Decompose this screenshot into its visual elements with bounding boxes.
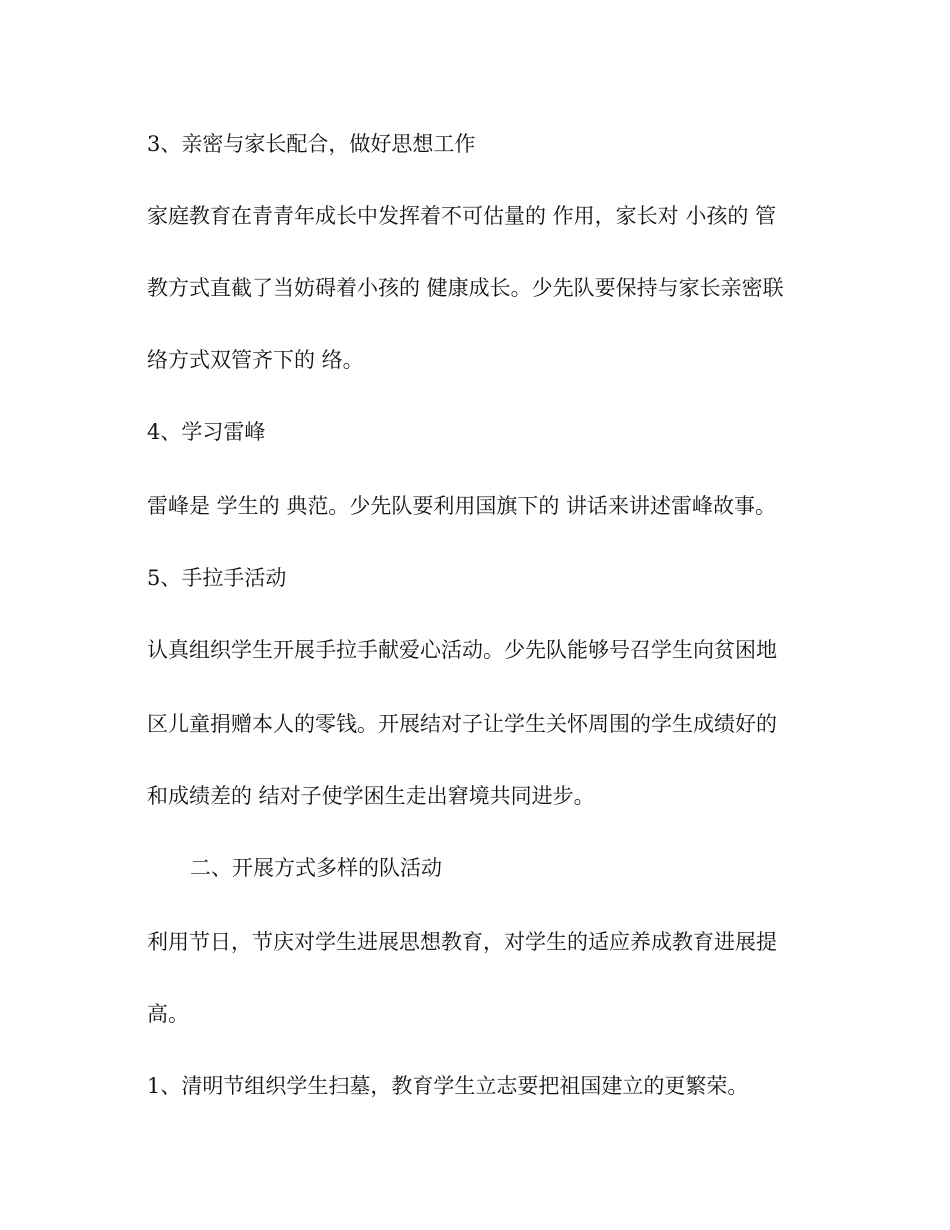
- paragraph-line: 教方式直截了当妨碍着小孩的 健康成长。少先队要保持与家长亲密联: [147, 276, 784, 300]
- paragraph-line: 和成绩差的 结对子使学困生走出窘境共同进步。: [147, 784, 595, 808]
- section-heading-activities: 二、开展方式多样的队活动: [190, 856, 442, 880]
- paragraph-line: 雷峰是 学生的 典范。少先队要利用国旗下的 讲话来讲述雷峰故事。: [147, 494, 777, 518]
- paragraph-line: 高。: [147, 1002, 189, 1026]
- paragraph-line: 认真组织学生开展手拉手献爱心活动。少先队能够号召学生向贫困地: [147, 638, 777, 662]
- paragraph-line: 络方式双管齐下的 络。: [147, 348, 364, 372]
- heading-cooperate-with-parents: 3、亲密与家长配合，做好思想工作: [147, 132, 476, 156]
- paragraph-line: 利用节日，节庆对学生进展思想教育，对学生的适应养成教育进展提: [147, 930, 777, 954]
- paragraph-line: 家庭教育在青青年成长中发挥着不可估量的 作用，家长对 小孩的 管: [147, 204, 777, 228]
- paragraph-line: 区儿童捐赠本人的零钱。开展结对子让学生关怀周围的学生成绩好的: [147, 712, 777, 736]
- heading-hand-in-hand: 5、手拉手活动: [147, 566, 287, 590]
- list-item-qingming: 1、清明节组织学生扫墓，教育学生立志要把祖国建立的更繁荣。: [147, 1074, 749, 1098]
- heading-learn-leifeng: 4、学习雷峰: [147, 420, 266, 444]
